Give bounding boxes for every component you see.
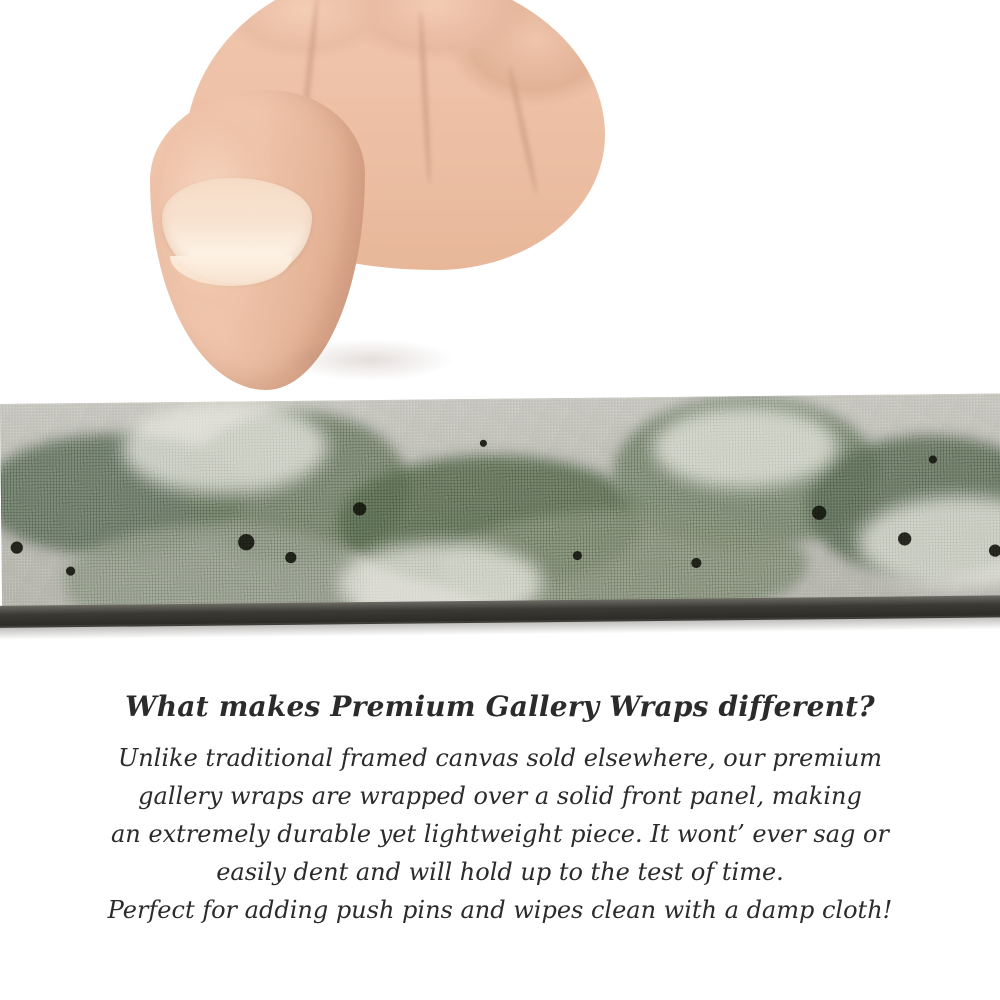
canvas-weave-texture [0,393,1000,623]
caption-line: an extremely durable yet lightweight piece. It wont’ ever sag or [111,820,889,848]
finger-shadow [250,330,490,390]
caption-block [0,690,1000,929]
caption-line: Unlike traditional framed canvas sold elsewhere, our premium [117,744,882,772]
canvas-wrap-edge [0,393,1000,623]
hand-photo [130,0,600,430]
caption-line: Perfect for adding push pins and wipes clean with a damp cloth! [107,896,893,924]
caption-line: gallery wraps are wrapped over a solid front panel, making [138,782,862,810]
caption-line: easily dent and will hold up to the test of time. [216,858,784,886]
caption-heading: What makes Premium Gallery Wraps different? [125,690,875,723]
